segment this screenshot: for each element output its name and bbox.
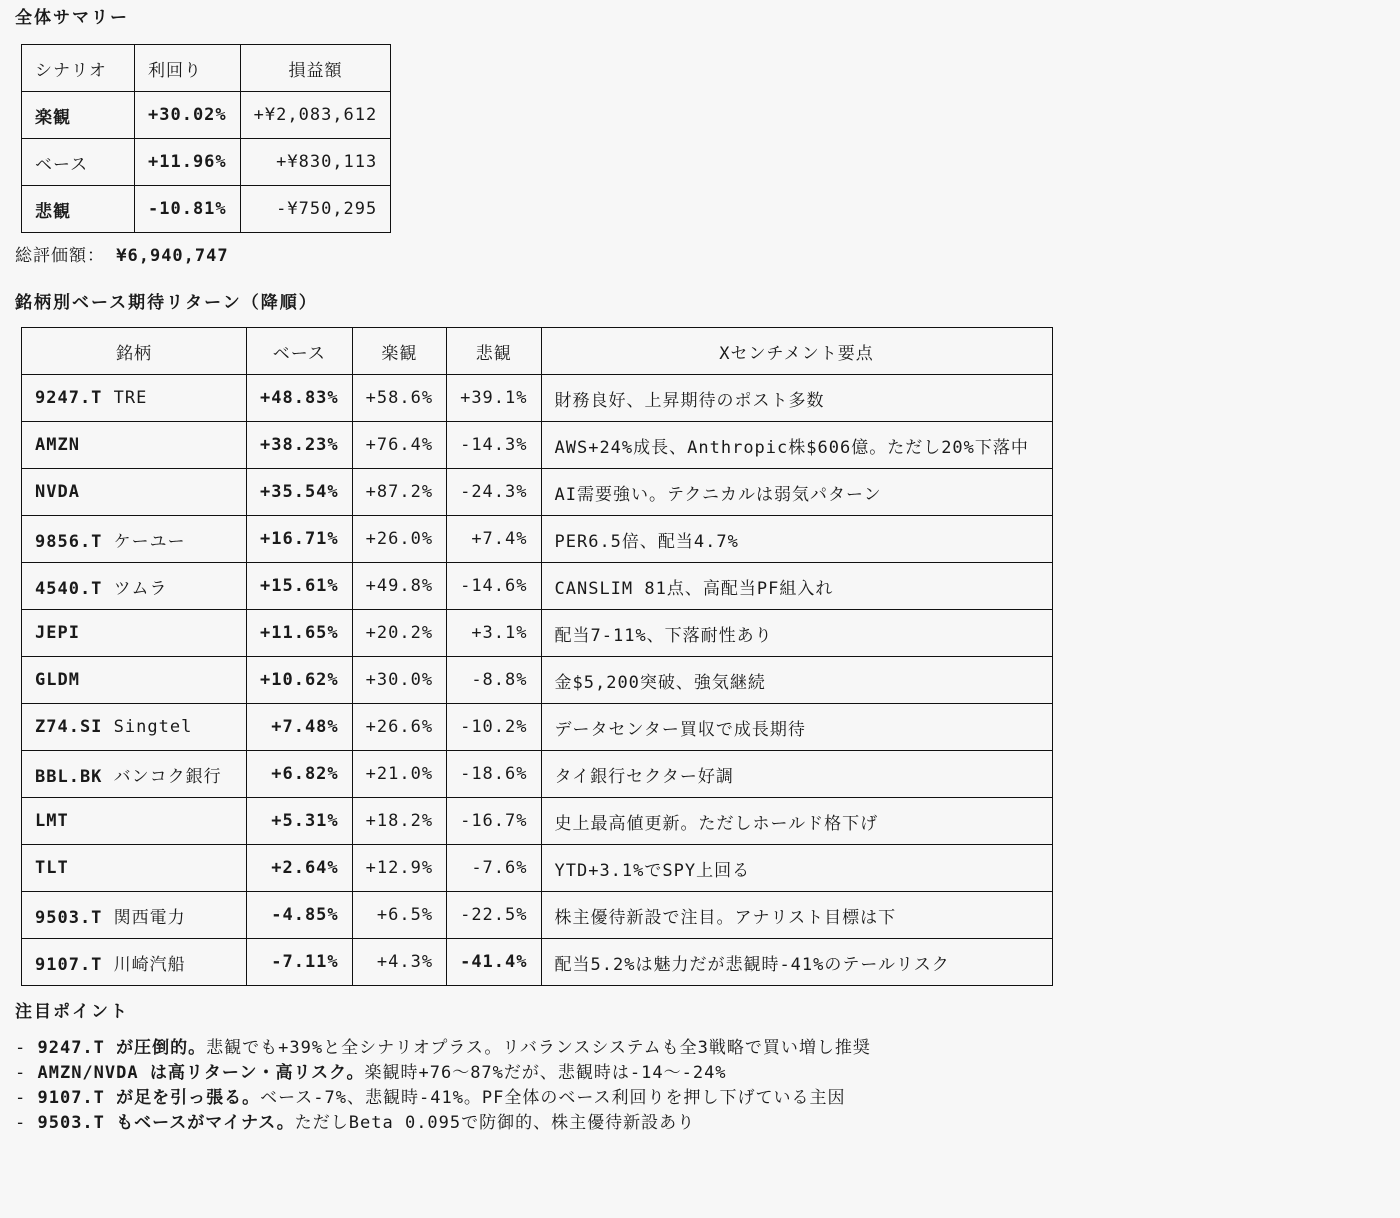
- ticker: 9247.T: [35, 388, 103, 408]
- table-row: [22, 610, 1053, 657]
- optimistic-cell: +4.3%: [352, 939, 446, 986]
- optimistic-cell: +58.6%: [352, 375, 446, 422]
- company-name: Singtel: [113, 717, 193, 737]
- base-cell: +11.65%: [247, 610, 353, 657]
- optimistic-cell: +26.6%: [352, 704, 446, 751]
- pessimistic-cell: -41.4%: [447, 939, 541, 986]
- pessimistic-cell: +39.1%: [447, 375, 541, 422]
- table-row: [22, 516, 1053, 563]
- point-text: ただしBeta 0.095で防御的、株主優待新設あり: [294, 1113, 696, 1133]
- list-item: [15, 1061, 1385, 1086]
- ticker: GLDM: [35, 670, 80, 690]
- pessimistic-cell: -10.2%: [447, 704, 541, 751]
- stock-name-cell: [22, 375, 247, 422]
- optimistic-cell: +12.9%: [352, 845, 446, 892]
- ticker: 9503.T: [35, 907, 103, 928]
- header-name: 銘柄: [22, 328, 247, 375]
- ticker: TLT: [35, 858, 69, 878]
- scenario-cell: ベース: [22, 139, 135, 186]
- company-name: 川崎汽船: [113, 954, 186, 975]
- optimistic-cell: +87.2%: [352, 469, 446, 516]
- base-cell: +15.61%: [247, 563, 353, 610]
- list-item: [15, 1036, 1385, 1061]
- header-base: ベース: [247, 328, 353, 375]
- ticker: BBL.BK: [35, 766, 103, 787]
- yield-cell: +30.02%: [135, 92, 241, 139]
- sentiment-cell: タイ銀行セクター好調: [541, 751, 1052, 798]
- summary-row-optimistic: [22, 92, 391, 139]
- total-valuation: [15, 233, 1385, 279]
- point-text: 悲観でも+39%と全シナリオプラス。リバランスシステムも全3戦略で買い増し推奨: [206, 1038, 871, 1058]
- total-value: ¥6,940,747: [116, 246, 229, 266]
- pessimistic-cell: -8.8%: [447, 657, 541, 704]
- stock-name-cell: [22, 798, 247, 845]
- ticker: 4540.T: [35, 578, 103, 599]
- company-name: ケーユー: [113, 531, 186, 552]
- sentiment-cell: AI需要強い。テクニカルは弱気パターン: [541, 469, 1052, 516]
- header-pnl: 損益額: [240, 45, 391, 92]
- scenario-cell: 楽観: [22, 92, 135, 139]
- optimistic-cell: +18.2%: [352, 798, 446, 845]
- base-cell: -4.85%: [247, 892, 353, 939]
- company-name: バンコク銀行: [113, 766, 222, 787]
- stock-name-cell: [22, 657, 247, 704]
- pessimistic-cell: -7.6%: [447, 845, 541, 892]
- stock-name-cell: [22, 422, 247, 469]
- header-optimistic: 楽観: [352, 328, 446, 375]
- table-row: [22, 422, 1053, 469]
- list-item: [15, 1086, 1385, 1111]
- base-cell: +2.64%: [247, 845, 353, 892]
- optimistic-cell: +26.0%: [352, 516, 446, 563]
- list-dash: -: [15, 1113, 38, 1133]
- ticker: JEPI: [35, 623, 80, 643]
- summary-header-row: [22, 45, 391, 92]
- pessimistic-cell: -16.7%: [447, 798, 541, 845]
- stock-name-cell: [22, 845, 247, 892]
- table-row: [22, 563, 1053, 610]
- table-row: [22, 845, 1053, 892]
- ticker: 9107.T: [35, 954, 103, 975]
- point-title: 9107.T が足を引っ張る。: [37, 1088, 261, 1108]
- pnl-cell: -¥750,295: [240, 186, 391, 233]
- sentiment-cell: 財務良好、上昇期待のポスト多数: [541, 375, 1052, 422]
- list-dash: -: [15, 1088, 38, 1108]
- sentiment-cell: 配当5.2%は魅力だが悲観時-41%のテールリスク: [541, 939, 1052, 986]
- pessimistic-cell: -24.3%: [447, 469, 541, 516]
- points-heading: 注目ポイント: [15, 1002, 129, 1022]
- company-name: TRE: [113, 388, 148, 408]
- yield-cell: +11.96%: [135, 139, 241, 186]
- summary-row-base: [22, 139, 391, 186]
- point-text: ベース-7%、悲観時-41%。PF全体のベース利回りを押し下げている主因: [260, 1088, 846, 1108]
- sentiment-cell: 株主優待新設で注目。アナリスト目標は下: [541, 892, 1052, 939]
- total-label: 総評価額：: [15, 246, 105, 266]
- point-title: 9247.T が圧倒的。: [37, 1038, 207, 1058]
- company-name: ツムラ: [113, 578, 168, 599]
- sentiment-cell: データセンター買収で成長期待: [541, 704, 1052, 751]
- yield-cell: -10.81%: [135, 186, 241, 233]
- base-cell: +7.48%: [247, 704, 353, 751]
- summary-heading: 全体サマリー: [15, 8, 129, 28]
- ticker: AMZN: [35, 435, 80, 455]
- sentiment-cell: YTD+3.1%でSPY上回る: [541, 845, 1052, 892]
- stock-name-cell: [22, 563, 247, 610]
- optimistic-cell: +20.2%: [352, 610, 446, 657]
- table-row: [22, 657, 1053, 704]
- list-item: [15, 1111, 1385, 1136]
- base-cell: +16.71%: [247, 516, 353, 563]
- summary-table: [21, 44, 391, 233]
- optimistic-cell: +6.5%: [352, 892, 446, 939]
- point-text: 楽観時+76〜87%だが、悲観時は-14〜-24%: [364, 1063, 727, 1083]
- sentiment-cell: 配当7-11%、下落耐性あり: [541, 610, 1052, 657]
- table-row: [22, 892, 1053, 939]
- base-cell: +10.62%: [247, 657, 353, 704]
- ticker: Z74.SI: [35, 717, 103, 737]
- scenario-cell: 悲観: [22, 186, 135, 233]
- summary-row-pessimistic: [22, 186, 391, 233]
- point-title: 9503.T もベースがマイナス。: [37, 1113, 295, 1133]
- header-pessimistic: 悲観: [447, 328, 541, 375]
- sentiment-cell: AWS+24%成長、Anthropic株$606億。ただし20%下落中: [541, 422, 1052, 469]
- pnl-cell: +¥830,113: [240, 139, 391, 186]
- list-dash: -: [15, 1038, 38, 1058]
- ticker: NVDA: [35, 482, 80, 502]
- stock-name-cell: [22, 704, 247, 751]
- base-cell: +38.23%: [247, 422, 353, 469]
- stock-name-cell: [22, 751, 247, 798]
- table-row: [22, 939, 1053, 986]
- optimistic-cell: +21.0%: [352, 751, 446, 798]
- company-name: 関西電力: [113, 907, 186, 928]
- pnl-cell: +¥2,083,612: [240, 92, 391, 139]
- base-cell: +35.54%: [247, 469, 353, 516]
- ticker: 9856.T: [35, 531, 103, 552]
- document: [15, 0, 1385, 1136]
- list-dash: -: [15, 1063, 38, 1083]
- stocks-header-row: [22, 328, 1053, 375]
- header-scenario: シナリオ: [22, 45, 135, 92]
- optimistic-cell: +76.4%: [352, 422, 446, 469]
- header-yield: 利回り: [135, 45, 241, 92]
- stock-name-cell: [22, 939, 247, 986]
- stock-name-cell: [22, 892, 247, 939]
- table-row: [22, 375, 1053, 422]
- stock-name-cell: [22, 610, 247, 657]
- base-cell: +6.82%: [247, 751, 353, 798]
- stocks-heading: 銘柄別ベース期待リターン（降順）: [15, 293, 318, 313]
- stock-name-cell: [22, 469, 247, 516]
- sentiment-cell: PER6.5倍、配当4.7%: [541, 516, 1052, 563]
- pessimistic-cell: -14.3%: [447, 422, 541, 469]
- pessimistic-cell: -14.6%: [447, 563, 541, 610]
- pessimistic-cell: +3.1%: [447, 610, 541, 657]
- table-row: [22, 704, 1053, 751]
- table-row: [22, 751, 1053, 798]
- optimistic-cell: +30.0%: [352, 657, 446, 704]
- optimistic-cell: +49.8%: [352, 563, 446, 610]
- points-list: [15, 1036, 1385, 1136]
- ticker: LMT: [35, 811, 69, 831]
- point-title: AMZN/NVDA は高リターン・高リスク。: [37, 1063, 365, 1083]
- table-row: [22, 469, 1053, 516]
- stock-name-cell: [22, 516, 247, 563]
- sentiment-cell: 金$5,200突破、強気継続: [541, 657, 1052, 704]
- header-sentiment: Xセンチメント要点: [541, 328, 1052, 375]
- base-cell: +5.31%: [247, 798, 353, 845]
- sentiment-cell: CANSLIM 81点、高配当PF組入れ: [541, 563, 1052, 610]
- base-cell: +48.83%: [247, 375, 353, 422]
- sentiment-cell: 史上最高値更新。ただしホールド格下げ: [541, 798, 1052, 845]
- pessimistic-cell: -18.6%: [447, 751, 541, 798]
- stocks-table: [21, 327, 1053, 986]
- base-cell: -7.11%: [247, 939, 353, 986]
- pessimistic-cell: -22.5%: [447, 892, 541, 939]
- table-row: [22, 798, 1053, 845]
- pessimistic-cell: +7.4%: [447, 516, 541, 563]
